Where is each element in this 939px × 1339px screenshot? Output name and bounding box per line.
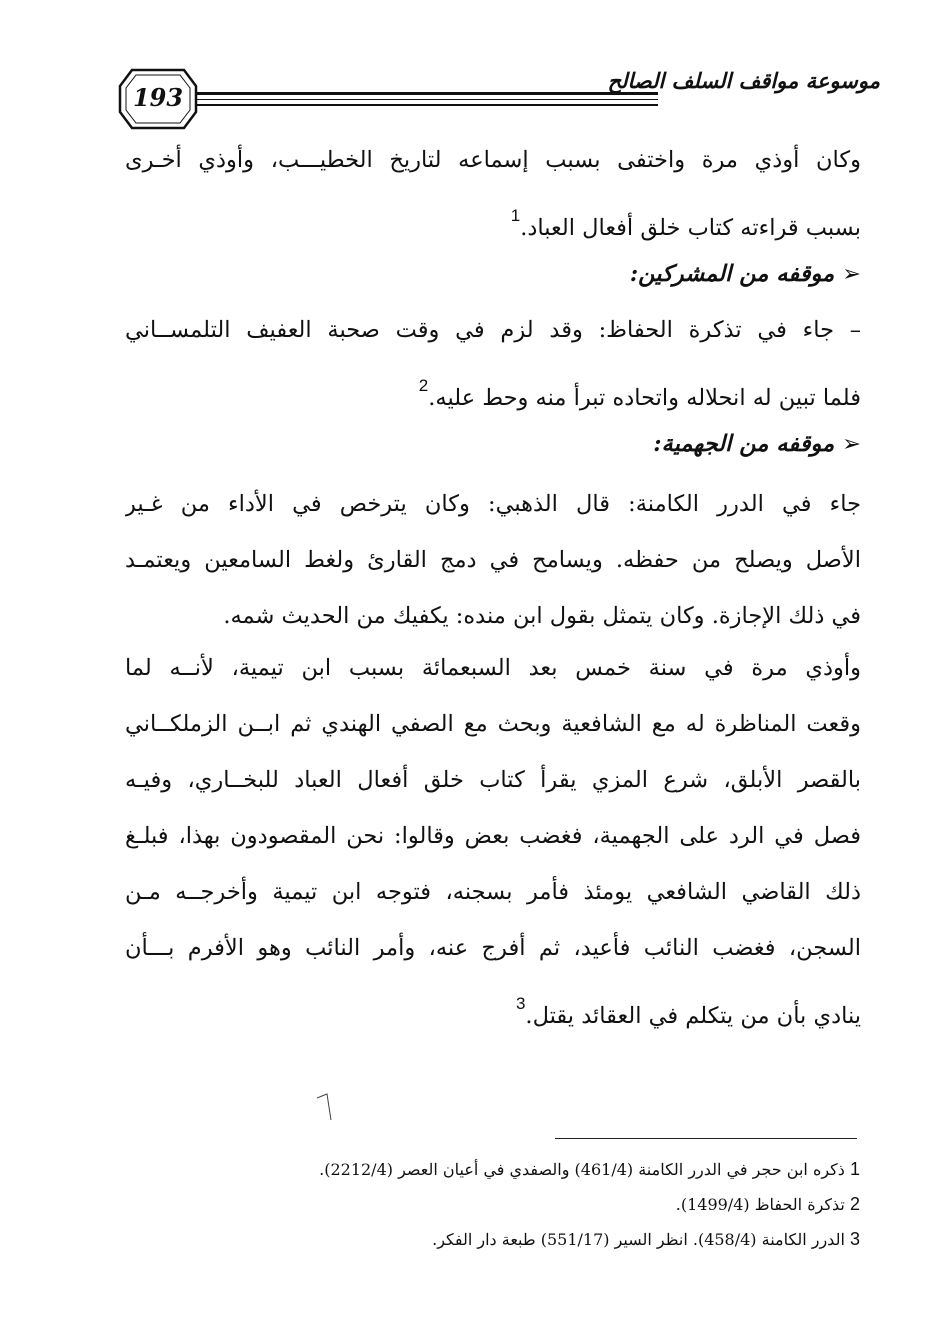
section-heading-polytheists — [125, 246, 861, 302]
footnote-separator — [555, 1138, 857, 1139]
section-heading-jahmiyya — [125, 416, 861, 472]
paragraph-2 — [125, 302, 861, 414]
header-rule — [196, 92, 658, 95]
series-title: موسوعة مواقف السلف الصالح — [607, 68, 880, 93]
footnote-ref: 1 — [510, 206, 521, 225]
heading-text: موقفه من المشركين: — [629, 261, 835, 287]
text-line: بسبب قراءته كتاب خلق أفعال العباد.$^1$ — [510, 206, 861, 241]
text-line: السجن، فغضب النائب فأعيد، ثم أفرج عنه، وأمر النائب وهو الأفرم بـــأن — [125, 935, 861, 961]
paragraph-3 — [125, 476, 861, 644]
text-line: ذلك القاضي الشافعي يومئذ فأمر بسجنه، فتوجه ابن تيمية وأخرجــه مـن — [125, 879, 861, 905]
text-line: في ذلك الإجازة. وكان يتمثل بقول ابن منده: يكفيك من الحديث شمه. — [223, 603, 861, 629]
footnotes — [300, 1152, 860, 1257]
text-line: جاء في الدرر الكامنة: قال الذهبي: وكان يترخص في الأداء من غـير — [125, 491, 861, 517]
text-line: وأوذي مرة في سنة خمس بعد السبعمائة بسبب ابن تيمية، لأنــه لما — [125, 655, 861, 681]
footnote-item: 3 الدرر الكامنة (458/4). انظر السير (551/17) طبعة دار الفكر. — [432, 1229, 860, 1249]
paragraph-1 — [125, 132, 861, 244]
text-line: فصل في الرد على الجهمية، فغضب بعض وقالوا: نحن المقصودون بهذا، فبلـغ — [125, 823, 861, 849]
arrow-bullet-icon: ➢ — [842, 431, 861, 457]
text-line: وكان أوذي مرة واختفى بسبب إسماعه لتاريخ الخطيـــب، وأوذي أخـرى — [125, 147, 861, 173]
page-number-badge — [118, 66, 198, 132]
heading-text: موقفه من الجهمية: — [653, 431, 835, 457]
text-line: – جاء في تذكرة الحفاظ: وقد لزم في وقت صحبة العفيف التلمســاني — [125, 317, 861, 343]
text-line: ينادي بأن من يتكلم في العقائد يقتل.$^3$ — [515, 994, 861, 1029]
page-number: 193 — [132, 83, 184, 112]
footnote-ref: 2 — [418, 376, 429, 395]
header-rule-thin — [196, 99, 658, 100]
footnote-ref: 3 — [515, 994, 526, 1013]
text-line: بالقصر الأبلق، شرع المزي يقرأ كتاب خلق أفعال العباد للبخــاري، وفيـه — [125, 767, 861, 793]
footnote-item: 1 ذكره ابن حجر في الدرر الكامنة (461/4) والصفدي في أعيان العصر (2212/4). — [319, 1159, 860, 1179]
text-line: الأصل ويصلح من حفظه. ويسامح في دمج القارئ ولغط السامعين ويعتمـد — [125, 547, 861, 573]
text-line: فلما تبين له انحلاله واتحاده تبرأ منه وحط عليه.$^2$ — [418, 376, 861, 411]
footnote-item: 2 تذكرة الحفاظ (1499/4). — [675, 1194, 860, 1214]
text-line: وقعت المناظرة له مع الشافعية وبحث مع الصفي الهندي ثم ابــن الزملكــاني — [125, 711, 861, 737]
header-rule-lower — [196, 104, 658, 106]
arrow-bullet-icon: ➢ — [842, 261, 861, 287]
paragraph-4 — [125, 640, 861, 1032]
page-header — [118, 66, 880, 136]
pen-mark-icon — [315, 1090, 335, 1125]
